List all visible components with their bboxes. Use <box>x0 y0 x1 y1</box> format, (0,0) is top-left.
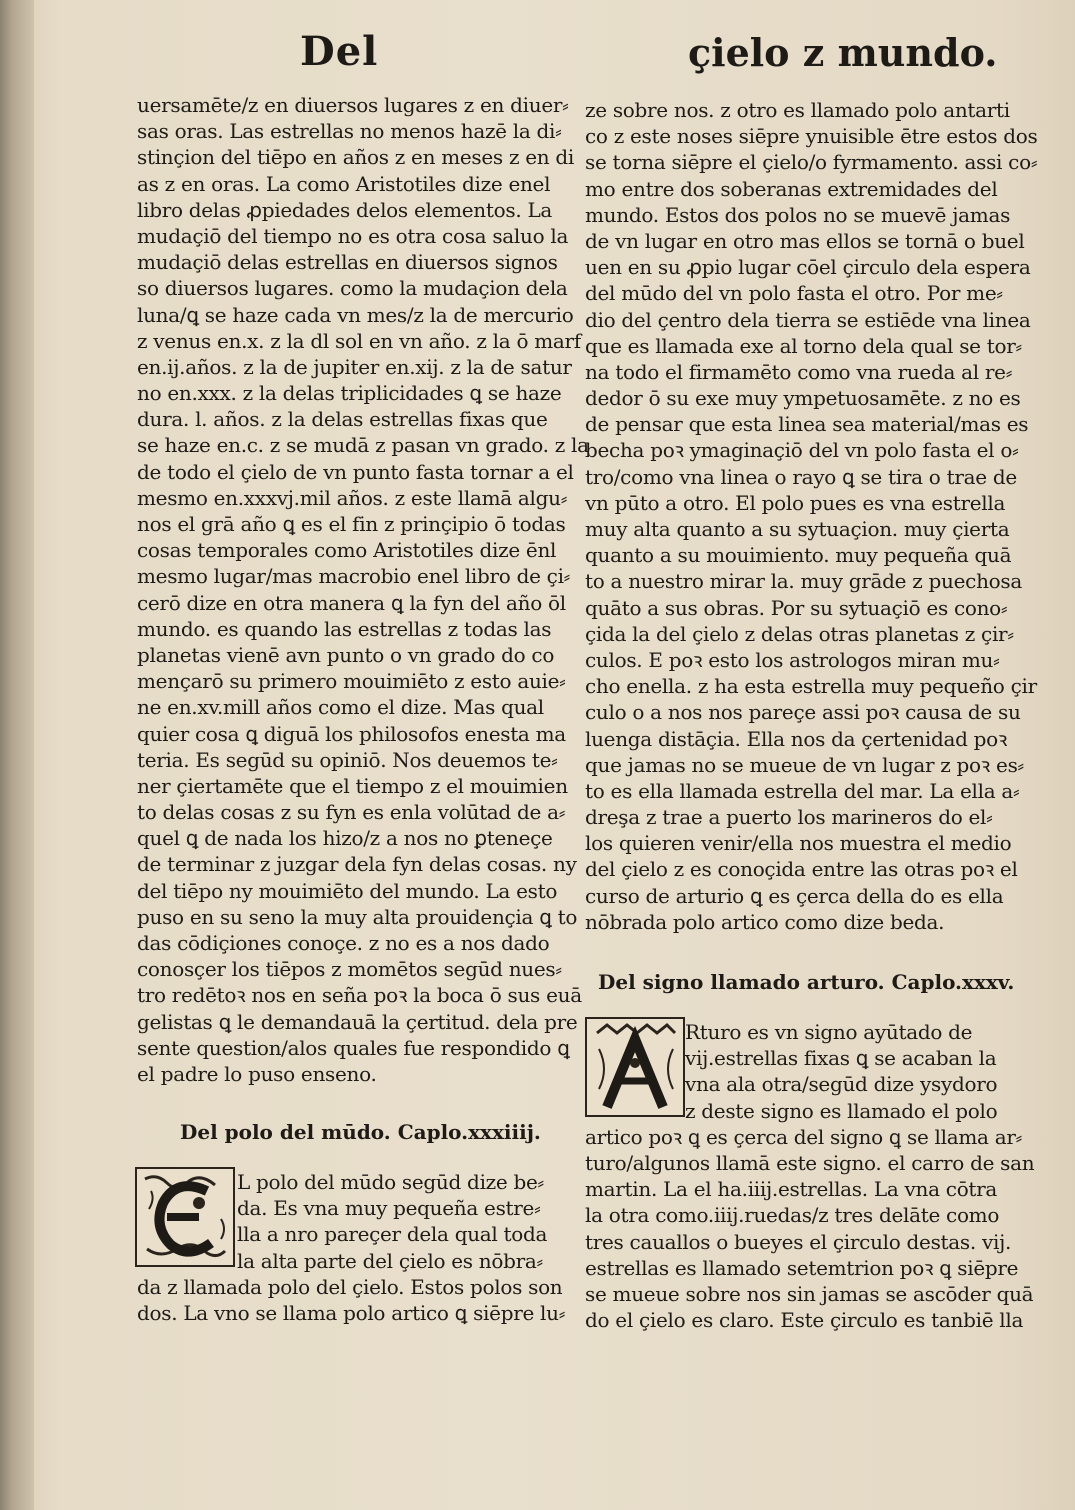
text-line: en.ij.años. z la de jupiter en.xij. z la de satur <box>137 354 572 379</box>
text-line: los quieren venir/ella nos muestra el medio <box>585 831 1012 856</box>
text-line: stinçion del tiēpo en años z en meses z en di <box>137 145 575 170</box>
text-line: so diuersos lugares. como la mudaçion dela <box>137 276 568 301</box>
chapter-heading-arturo: Del signo llamado arturo. Caplo.xxxv. <box>598 970 1015 994</box>
text-line: mo entre dos soberanas extremidades del <box>585 176 998 201</box>
text-line: no en.xxx. z la delas triplicidades ꝗ se haze <box>137 381 562 406</box>
text-line: la alta parte del çielo es nōbra⸗ <box>237 1248 543 1273</box>
text-line: vij.estrellas fixas ꝗ se acaban la <box>685 1046 997 1071</box>
text-line: que jamas no se mueue de vn lugar z poꝛ es⸗ <box>585 752 1024 777</box>
text-line: ze sobre nos. z otro es llamado polo antarti <box>585 98 1010 122</box>
text-line: ner çiertamēte que el tiempo z el mouimien <box>137 773 568 798</box>
text-line: que es llamada exe al torno dela qual se tor⸗ <box>585 333 1022 358</box>
book-binding-shadow <box>0 0 34 1510</box>
text-line: culos. E poꝛ esto los astrologos miran mu⸗ <box>585 647 1000 672</box>
text-line: estrellas es llamado setemtrion poꝛ ꝗ siēpre <box>585 1255 1019 1280</box>
text-line: cerō dize en otra manera ꝗ la fyn del año ōl <box>137 590 566 615</box>
text-line: gelistas ꝗ le demandauā la çertitud. dela pre <box>137 1009 578 1034</box>
text-line: libro delas ꝓpiedades delos elementos. La <box>137 197 553 222</box>
text-line: quel ꝗ de nada los hizo/z a nos no ꝑteneçe <box>137 826 553 851</box>
text-line: del çielo z es conoçida entre las otras poꝛ el <box>585 857 1018 882</box>
text-line: puso en su seno la muy alta prouidençia ꝗ to <box>137 904 578 929</box>
text-line: planetas vienē avn punto o vn grado do co <box>137 642 555 667</box>
running-head-left: Del <box>300 28 379 75</box>
text-line: to es ella llamada estrella del mar. La ella a⸗ <box>585 778 1020 803</box>
text-line: sas oras. Las estrellas no menos hazē la di⸗ <box>137 119 562 144</box>
text-line: se torna siēpre el çielo/o fyrmamento. assi co⸗ <box>585 150 1038 175</box>
text-line: dos. La vno se llama polo artico ꝗ siēpre lu⸗ <box>137 1300 566 1325</box>
text-line: mesmo en.xxxvj.mil años. z este llamā algu⸗ <box>137 485 568 510</box>
text-line: z deste signo es llamado el polo <box>685 1098 998 1123</box>
text-line: dreşa z trae a puerto los marineros do el⸗ <box>585 805 993 830</box>
text-line: to delas cosas z su fyn es enla volūtad de a⸗ <box>137 800 566 825</box>
text-line: dedor ō su exe muy ympetuosamēte. z no es <box>585 386 1021 411</box>
text-line: da z llamada polo del çielo. Estos polos son <box>137 1274 563 1299</box>
text-line: cho enella. z ha esta estrella muy pequeño çir <box>585 674 1037 699</box>
text-line: uen en su ꝓpio lugar cōel çirculo dela espera <box>585 255 1031 280</box>
text-line: das cōdiçiones conoçe. z no es a nos dado <box>137 931 550 955</box>
running-head-right: çielo z mundo. <box>688 30 998 75</box>
text-line: çida la del çielo z delas otras planetas z çir⸗ <box>585 621 1014 646</box>
text-line: mundo. Estos dos polos no se muevē jamas <box>585 202 1011 227</box>
text-line: conosçer los tiēpos z momētos segūd nues⸗ <box>137 957 562 982</box>
text-line: la otra como.iiij.ruedas/z tres delāte como <box>585 1203 1000 1228</box>
text-line: dio del çentro dela tierra se estiēde vna linea <box>585 307 1031 332</box>
text-line: quāto a sus obras. Por su sytuaçiō es cono⸗ <box>585 595 1008 620</box>
right-chapter-text <box>585 1019 1035 1333</box>
left-column <box>137 92 589 1087</box>
text-line: se mueue sobre nos sin jamas se ascōder quā <box>585 1281 1034 1306</box>
text-line: quanto a su mouimiento. muy pequeña quā <box>585 543 1012 568</box>
text-line: vna ala otra/segūd dize ysydoro <box>685 1072 998 1097</box>
text-line: co z este noses siēpre ynuisible ētre estos dos <box>585 124 1038 149</box>
text-line: na todo el firmamēto como vna rueda al re⸗ <box>585 359 1013 384</box>
text-line: sente question/alos quales fue respondido ꝗ <box>137 1035 570 1060</box>
text-line: lla a nro pareçer dela qual toda <box>237 1222 548 1247</box>
text-line: martin. La el ha.iiij.estrellas. La vna cōtra <box>585 1177 998 1202</box>
text-line: mesmo lugar/mas macrobio enel libro de çi⸗ <box>137 564 571 589</box>
text-line: culo o a nos nos pareçe assi poꝛ causa de su <box>585 700 1021 725</box>
text-line: mudaçiō delas estrellas en diuersos signos <box>137 250 558 275</box>
left-chapter-text <box>137 1169 566 1326</box>
text-line: Rturo es vn signo ayūtado de <box>685 1020 973 1044</box>
text-line: nos el grā año ꝗ es el fin z prinçipio ō todas <box>137 512 566 536</box>
text-line: artico poꝛ ꝗ es çerca del signo ꝗ se llama ar⸗ <box>585 1124 1022 1149</box>
text-line: mundo. es quando las estrellas z todas las <box>137 616 552 641</box>
text-line: tres cauallos o bueyes el çirculo destas. vij. <box>585 1229 1012 1254</box>
text-line: cosas temporales como Aristotiles dize ēnl <box>137 538 557 563</box>
text-line: da. Es vna muy pequeña estre⸗ <box>237 1196 541 1221</box>
text-line: muy alta quanto a su sytuaçion. muy çierta <box>585 517 1010 541</box>
right-column <box>585 97 1038 935</box>
text-line: de vn lugar en otro mas ellos se tornā o buel <box>585 228 1025 253</box>
text-line: tro redētoꝛ nos en seña poꝛ la boca ō sus euā <box>137 983 582 1008</box>
text-line: curso de arturio ꝗ es çerca della do es ella <box>585 883 1004 908</box>
text-line: de pensar que esta linea sea material/mas es <box>585 412 1029 437</box>
text-line: z venus en.x. z la dl sol en vn año. z la ō marf <box>137 328 581 353</box>
text-line: mudaçiō del tiempo no es otra cosa saluo la <box>137 223 569 248</box>
text-line: se haze en.c. z se mudā z pasan vn grado. z la <box>137 433 589 458</box>
text-line: turo/algunos llamā este signo. el carro de san <box>585 1150 1035 1175</box>
text-line: luenga distāçia. Ella nos da çertenidad poꝛ <box>585 726 1008 751</box>
text-line: tro/como vna linea o rayo ꝗ se tira o trae de <box>585 464 1017 489</box>
text-line: nōbrada polo artico como dize beda. <box>585 909 945 934</box>
text-line: de terminar z juzgar dela fyn delas cosas. ny <box>137 852 577 877</box>
text-line: dura. l. años. z la delas estrellas fixas que <box>137 407 548 432</box>
text-line: el padre lo puso enseno. <box>137 1061 377 1086</box>
text-line: mençarō su primero mouimiēto z esto auie⸗ <box>137 669 566 694</box>
text-line: luna/ꝗ se haze cada vn mes/z la de mercurio <box>137 302 574 327</box>
text-line: de todo el çielo de vn punto fasta tornar a el <box>137 459 574 484</box>
text-line: to a nuestro mirar la. muy grāde z puechosa <box>585 569 1022 594</box>
text-line: ne en.xv.mill años como el dize. Mas qual <box>137 695 544 720</box>
text-line: del tiēpo ny mouimiēto del mundo. La esto <box>137 878 558 903</box>
text-line: do el çielo es claro. Este çirculo es tanbiē lla <box>585 1308 1024 1333</box>
text-line: uersamēte/z en diuersos lugares z en diuer⸗ <box>137 93 569 117</box>
text-line: quier cosa ꝗ diguā los philosofos enesta ma <box>137 721 566 746</box>
text-line: del mūdo del vn polo fasta el otro. Por me⸗ <box>585 281 1003 306</box>
text-line: vn pūto a otro. El polo pues es vna estrella <box>585 490 1006 515</box>
chapter-heading-polo: Del polo del mūdo. Caplo.xxxiiij. <box>180 1120 541 1144</box>
text-line: as z en oras. La como Aristotiles dize enel <box>137 171 551 196</box>
text-line: L polo del mūdo segūd dize be⸗ <box>237 1170 544 1194</box>
text-line: teria. Es segūd su opiniō. Nos deuemos te⸗ <box>137 747 558 772</box>
text-line: becha poꝛ ymaginaçiō del vn polo fasta el o⸗ <box>585 438 1019 463</box>
